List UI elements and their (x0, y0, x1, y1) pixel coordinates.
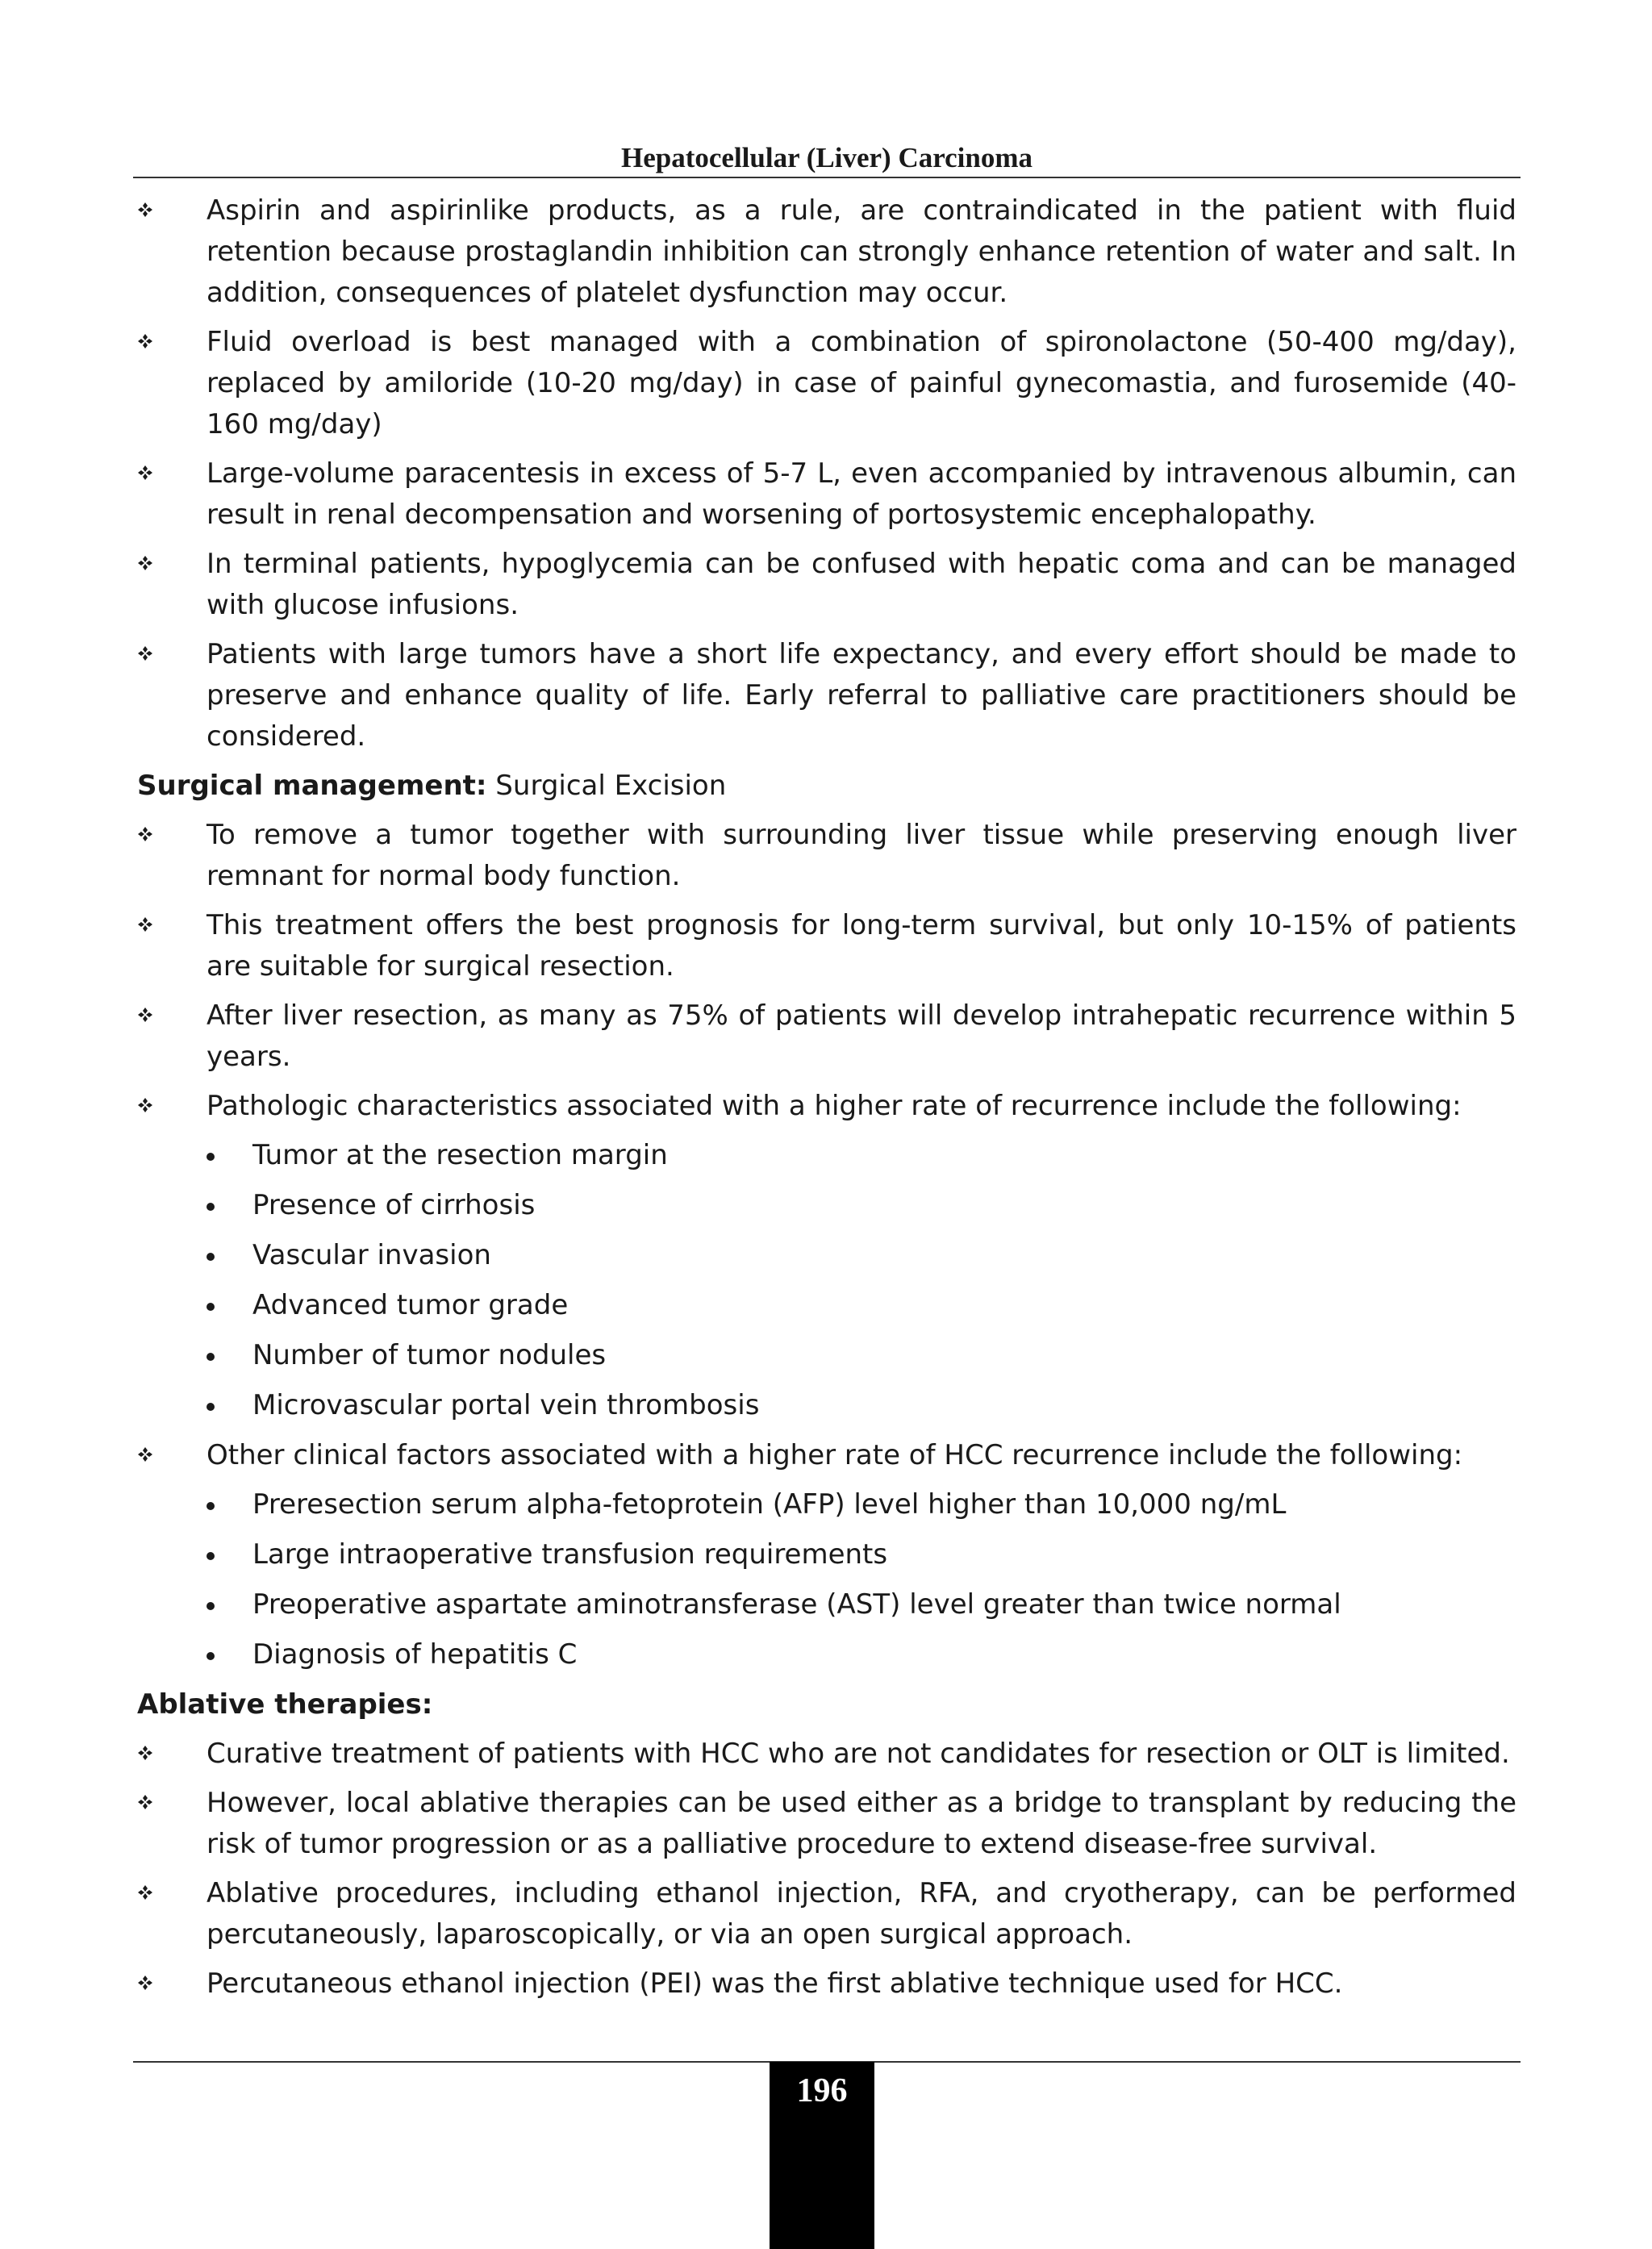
bullet-text: Percutaneous ethanol injection (PEI) was the first ablative technique used for HCC. (206, 1967, 1343, 2000)
bullet-text: Ablative procedures, including ethanol injection, RFA, and cryotherapy, can be performed percutaneously, laparoscopically, or via an open surgical approach. (206, 1877, 1516, 1951)
bullet-text: After liver resection, as many as 75% of patients will develop intrahepatic recurrence within 5 years. (206, 999, 1516, 1073)
bullet-item (137, 1963, 1516, 2005)
bullet-text: Aspirin and aspirinlike products, as a rule, are contraindicated in the patient with fluid retention because prostaglandin inhibition can strongly enhance retention of water and salt. In addition, consequences of platelet dysfunction may occur. (206, 194, 1516, 309)
diamond-bullet-icon (137, 453, 161, 494)
bullet-item (137, 544, 1516, 626)
diamond-bullet-icon (137, 1873, 161, 1914)
dot-bullet-icon (206, 1153, 215, 1161)
diamond-bullet-icon (137, 905, 161, 946)
page-number-box (770, 2062, 874, 2249)
sub-item-text: Vascular invasion (252, 1239, 491, 1271)
diamond-bullet-icon (137, 1783, 161, 1824)
bullet-text: In terminal patients, hypoglycemia can be confused with hepatic coma and can be managed with glucose infusions. (206, 548, 1516, 621)
sub-item-text: Microvascular portal vein thrombosis (252, 1389, 760, 1421)
sub-item-text: Number of tumor nodules (252, 1339, 607, 1371)
header-divider (133, 177, 1521, 178)
sub-item (137, 1235, 1516, 1276)
diamond-bullet-icon (137, 1734, 161, 1775)
heading-label: Ablative therapies: (137, 1688, 433, 1721)
bullet-text: Fluid overload is best managed with a combination of spironolactone (50-400 mg/day), replaced by amiloride (10-20 mg/day) in case of painful gynecomastia, and furosemide (40-160 mg/day) (206, 326, 1516, 440)
bullet-item (137, 1783, 1516, 1865)
bullet-item (137, 190, 1516, 314)
section-heading-ablative (137, 1684, 1516, 1725)
bullet-text: This treatment offers the best prognosis for long-term survival, but only 10-15% of patients are suitable for surgical resection. (206, 909, 1516, 983)
bullet-item (137, 1086, 1516, 1127)
bullet-text: To remove a tumor together with surrounding liver tissue while preserving enough liver remnant for normal body function. (206, 819, 1516, 892)
heading-label: Surgical management: (137, 770, 487, 802)
dot-bullet-icon (206, 1353, 215, 1361)
bullet-text: However, local ablative therapies can be used either as a bridge to transplant by reducing the risk of tumor progression or as a palliative procedure to extend disease-free survival. (206, 1787, 1516, 1860)
diamond-bullet-icon (137, 544, 161, 585)
bullet-item (137, 995, 1516, 1078)
diamond-bullet-icon (137, 322, 161, 363)
dot-bullet-icon (206, 1253, 215, 1261)
sub-item (137, 1135, 1516, 1176)
bullet-text: Patients with large tumors have a short life expectancy, and every effort should be made to preserve and enhance quality of life. Early referral to palliative care practitioners should be considered. (206, 638, 1516, 753)
bullet-item (137, 453, 1516, 536)
diamond-bullet-icon (137, 1435, 161, 1476)
bullet-text: Pathologic characteristics associated with a higher rate of recurrence include the following: (206, 1090, 1462, 1122)
sub-item-text: Tumor at the resection margin (252, 1139, 668, 1171)
bullet-item (137, 1734, 1516, 1775)
page-header-title: Hepatocellular (Liver) Carcinoma (621, 142, 1032, 173)
dot-bullet-icon (206, 1652, 215, 1660)
dot-bullet-icon (206, 1303, 215, 1311)
bullet-item (137, 1873, 1516, 1955)
diamond-bullet-icon (137, 815, 161, 856)
bullet-text: Curative treatment of patients with HCC who are not candidates for resection or OLT is limited. (206, 1738, 1510, 1770)
sub-item-text: Presence of cirrhosis (252, 1189, 536, 1221)
diamond-bullet-icon (137, 995, 161, 1037)
sub-item-text: Advanced tumor grade (252, 1289, 569, 1321)
bullet-item (137, 815, 1516, 897)
bullet-text: Large-volume paracentesis in excess of 5-7 L, even accompanied by intravenous albumin, can result in renal decompensation and worsening of portosystemic encephalopathy. (206, 457, 1516, 531)
sub-item-text: Preoperative aspartate aminotransferase (AST) level greater than twice normal (252, 1588, 1341, 1621)
sub-item (137, 1484, 1516, 1525)
diamond-bullet-icon (137, 1963, 161, 2005)
sub-item (137, 1534, 1516, 1575)
sub-item (137, 1285, 1516, 1326)
bullet-text: Other clinical factors associated with a higher rate of HCC recurrence include the following: (206, 1439, 1463, 1471)
section-heading-surgical (137, 766, 1516, 807)
diamond-bullet-icon (137, 634, 161, 675)
diamond-bullet-icon (137, 190, 161, 232)
dot-bullet-icon (206, 1502, 215, 1510)
sub-item (137, 1634, 1516, 1675)
dot-bullet-icon (206, 1552, 215, 1560)
page-number: 196 (796, 2072, 848, 2109)
heading-text: Surgical Excision (486, 770, 727, 802)
sub-item-text: Preresection serum alpha-fetoprotein (AFP) level higher than 10,000 ng/mL (252, 1488, 1287, 1521)
sub-item-text: Large intraoperative transfusion requirements (252, 1538, 888, 1571)
sub-item (137, 1385, 1516, 1426)
bullet-item (137, 1435, 1516, 1476)
sub-item-text: Diagnosis of hepatitis C (252, 1638, 578, 1671)
bullet-item (137, 322, 1516, 445)
sub-item (137, 1584, 1516, 1625)
dot-bullet-icon (206, 1602, 215, 1610)
sub-item (137, 1335, 1516, 1376)
diamond-bullet-icon (137, 1086, 161, 1127)
sub-item (137, 1185, 1516, 1226)
bullet-item (137, 905, 1516, 987)
bullet-item (137, 634, 1516, 757)
page-content (137, 190, 1516, 2013)
dot-bullet-icon (206, 1403, 215, 1411)
dot-bullet-icon (206, 1203, 215, 1211)
